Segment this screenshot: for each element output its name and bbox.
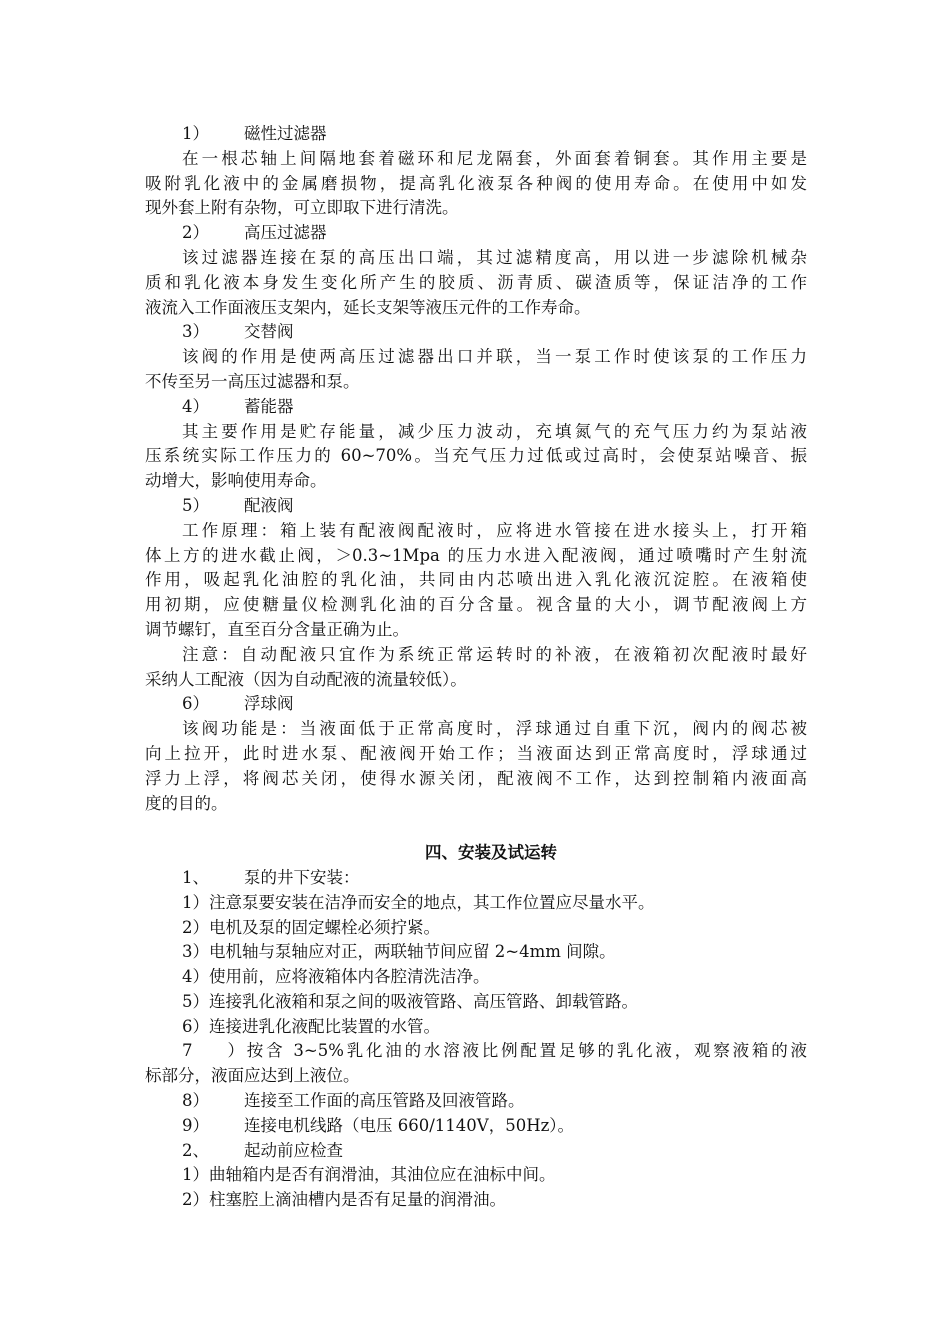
subsection-number: 1、 — [182, 867, 209, 887]
paragraph-line: 工作原理：箱上装有配液阀配液时，应将进水管接在进水接头上，打开箱 — [182, 520, 807, 540]
subsection-title: 起动前应检查 — [244, 1140, 343, 1160]
paragraph-line: 度的目的。 — [145, 793, 228, 813]
paragraph-line: 其主要作用是贮存能量，减少压力波动，充填氮气的充气压力约为泵站液 — [182, 421, 807, 441]
subsection-number: 2、 — [182, 1140, 209, 1160]
paragraph-line: 向上拉开，此时进水泵、配液阀开始工作；当液面达到正常高度时，浮球通过 — [145, 743, 807, 763]
item-title: 交替阀 — [244, 322, 294, 342]
step-line: 5）连接乳化液箱和泵之间的吸液管路、高压管路、卸载管路。 — [182, 991, 638, 1011]
step-number: 9） — [182, 1115, 209, 1135]
paragraph-line: 质和乳化液本身发生变化所产生的胶质、沥青质、碳渣质等，保证洁净的工作 — [145, 272, 807, 292]
item-number: 1） — [182, 124, 209, 143]
item-number: 2） — [182, 223, 209, 243]
step-text: 连接至工作面的高压管路及回液管路。 — [244, 1091, 525, 1111]
paragraph-line: 浮力上浮，将阀芯关闭，使得水源关闭，配液阀不工作，达到控制箱内液面高 — [145, 768, 807, 788]
paragraph-line: 调节螺钉，直至百分含量正确为止。 — [145, 619, 409, 639]
step-line: 2）电机及泵的固定螺栓必须拧紧。 — [182, 917, 440, 937]
item-number: 3） — [182, 322, 209, 342]
step-line: 3）电机轴与泵轴应对正，两联轴节间应留 2~4mm 间隙。 — [182, 942, 616, 962]
step-line: 4）使用前，应将液箱体内各腔清洗洁净。 — [182, 967, 490, 987]
step-number: 8） — [182, 1091, 209, 1111]
item-heading — [145, 221, 807, 246]
note-line: 注意：自动配液只宜作为系统正常运转时的补液，在液箱初次配液时最好 — [182, 644, 807, 664]
paragraph-line: 压系统实际工作压力的 60~70%。当充气压力过低或过高时，会使泵站噪音、振 — [145, 446, 807, 466]
item-number: 5） — [182, 495, 209, 515]
step-line — [145, 1089, 807, 1114]
step-text: 连接电机线路（电压 660/1140V，50Hz）。 — [244, 1115, 575, 1135]
item-heading — [145, 122, 807, 147]
paragraph-line: 作用，吸起乳化油腔的乳化油，共同由内芯喷出进入乳化液沉淀腔。在液箱使 — [145, 570, 807, 590]
item-title: 高压过滤器 — [244, 223, 327, 243]
paragraph-line: 该过滤器连接在泵的高压出口端，其过滤精度高，用以进一步滤除机械杂 — [182, 247, 807, 267]
paragraph-line: 该阀功能是：当液面低于正常高度时，浮球通过自重下沉，阀内的阀芯被 — [182, 719, 807, 739]
paragraph-line: 吸附乳化液中的金属磨损物，提高乳化液泵各种阀的使用寿命。在使用中如发 — [145, 173, 807, 193]
subsection-heading — [145, 1139, 807, 1164]
paragraph-line: 体上方的进水截止阀，＞0.3~1Mpa 的压力水进入配液阀，通过喷嘴时产生射流 — [145, 545, 807, 565]
document-body — [145, 122, 807, 1213]
item-heading — [145, 494, 807, 519]
spacer — [145, 816, 807, 841]
step-line: 1）曲轴箱内是否有润滑油，其油位应在油标中间。 — [182, 1165, 556, 1185]
step-text: 按含 3~5%乳化油的水溶液比例配置足够的乳化液，观察液箱的液 — [244, 1041, 807, 1061]
paragraph-line: 动增大，影响使用寿命。 — [145, 471, 327, 491]
step-line: 2）柱塞腔上滴油槽内是否有足量的润滑油。 — [182, 1190, 506, 1210]
subsection-heading — [145, 866, 807, 891]
item-title: 配液阀 — [244, 495, 294, 515]
item-title: 浮球阀 — [244, 694, 294, 714]
step-line: 6）连接进乳化液配比装置的水管。 — [182, 1016, 440, 1036]
item-heading — [145, 692, 807, 717]
item-title: 蓄能器 — [244, 396, 294, 416]
item-title: 磁性过滤器 — [244, 124, 327, 143]
note-line: 采纳人工配液（因为自动配液的流量较低）。 — [145, 669, 467, 689]
item-heading — [145, 395, 807, 420]
paragraph-line: 该阀的作用是使两高压过滤器出口并联，当一泵工作时使该泵的工作压力 — [182, 347, 807, 367]
paragraph-line: 在一根芯轴上间隔地套着磁环和尼龙隔套，外面套着铜套。其作用主要是 — [182, 148, 807, 168]
paragraph-line: 液流入工作面液压支架内，延长支架等液压元件的工作寿命。 — [145, 297, 591, 317]
step-line: 1）注意泵要安装在洁净而安全的地点，其工作位置应尽量水平。 — [182, 892, 655, 912]
item-heading — [145, 320, 807, 345]
paragraph-line: 不传至另一高压过滤器和泵。 — [145, 371, 360, 391]
section-title: 四、安装及试运转 — [425, 843, 557, 863]
step-line — [145, 1114, 807, 1139]
item-number: 4） — [182, 396, 209, 416]
step-line — [145, 1039, 807, 1064]
paragraph-line: 用初期，应使糖量仪检测乳化油的百分含量。视含量的大小，调节配液阀上方 — [145, 595, 807, 615]
subsection-title: 泵的井下安装： — [244, 867, 360, 887]
step-number: 7） — [182, 1041, 244, 1061]
paragraph-line: 现外套上附有杂物，可立即取下进行清洗。 — [145, 198, 459, 218]
step-line: 标部分，液面应达到上液位。 — [145, 1066, 360, 1086]
item-number: 6） — [182, 694, 209, 714]
